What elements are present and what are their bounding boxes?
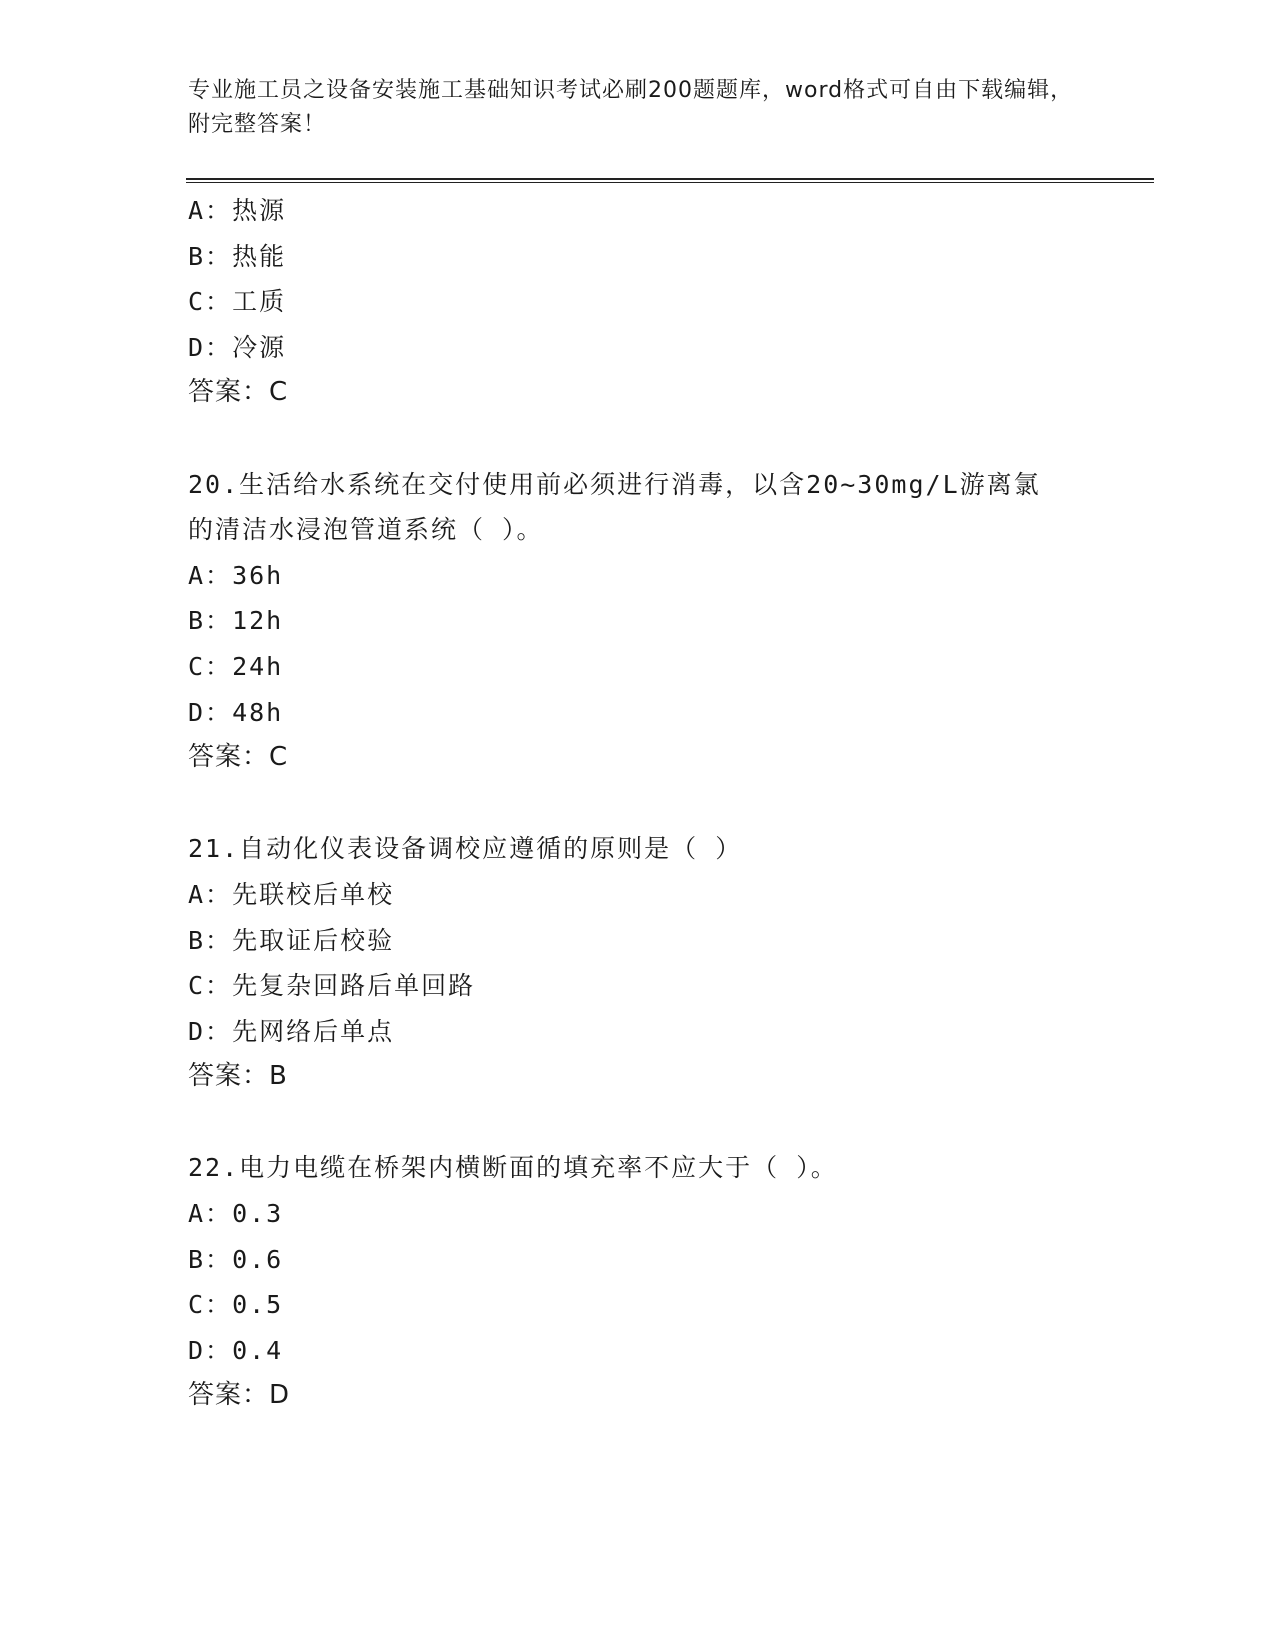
answer-line: 答案：B [188, 1061, 288, 1092]
question-21 [188, 826, 1148, 1100]
spacer [188, 1100, 1148, 1146]
question-text-line1: 21.自动化仪表设备调校应遵循的原则是（ ） [188, 834, 743, 864]
option-b: B：先取证后校验 [188, 925, 395, 955]
option-a: A：36h [188, 560, 284, 590]
question-22 [188, 1145, 1148, 1419]
question-text-line2: 的清洁水浸泡管道系统（ ）。 [188, 515, 544, 545]
option-d: D：冷源 [188, 332, 287, 362]
option-c: C：先复杂回路后单回路 [188, 971, 476, 1001]
option-b: B：热能 [188, 241, 287, 271]
option-c: C：24h [188, 651, 284, 681]
spacer [188, 781, 1148, 827]
spacer [188, 416, 1148, 462]
question-content [188, 188, 1148, 1419]
option-c: C：工质 [188, 287, 287, 317]
answer-line: 答案：C [188, 377, 289, 408]
option-b: B：0.6 [188, 1244, 284, 1274]
question-text-line1: 22.电力电缆在桥架内横断面的填充率不应大于（ ）。 [188, 1153, 838, 1183]
option-d: D：0.4 [188, 1335, 284, 1365]
answer-line: 答案：D [188, 1380, 291, 1411]
question-20 [188, 462, 1148, 781]
option-a: A：0.3 [188, 1199, 284, 1229]
header-divider [186, 178, 1154, 183]
question-19-continuation [188, 188, 1148, 416]
option-a: A：先联校后单校 [188, 879, 395, 909]
option-c: C：0.5 [188, 1290, 284, 1320]
answer-line: 答案：C [188, 742, 289, 773]
option-b: B：12h [188, 606, 284, 636]
page-header: 专业施工员之设备安装施工基础知识考试必刷200题题库，word格式可自由下载编辑，附完整答案！ [188, 78, 1074, 137]
option-d: D：48h [188, 697, 284, 727]
question-text-line1: 20.生活给水系统在交付使用前必须进行消毒，以含20~30mg/L游离氯 [188, 469, 1041, 499]
option-d: D：先网络后单点 [188, 1016, 395, 1046]
option-a: A：热源 [188, 196, 287, 225]
